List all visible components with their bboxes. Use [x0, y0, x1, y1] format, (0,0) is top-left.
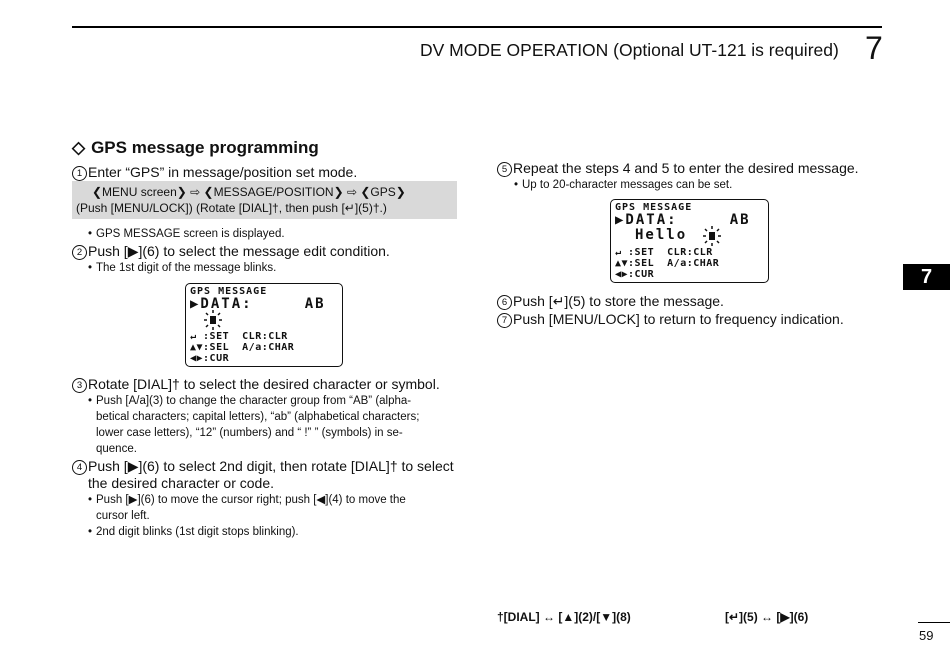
step-text: Push [MENU/LOCK] to return to frequency indication. [513, 311, 844, 327]
page-number-rule [918, 622, 950, 623]
footnote-enter: [↵](5) ↔ [▶](6) [725, 610, 809, 624]
lcd-data-row: ▶DATA: AB [615, 212, 751, 228]
step-text: Rotate [DIAL]† to select the desired character or symbol. [88, 376, 440, 392]
lcd-message-text: Hello [635, 227, 688, 243]
step-1-note: • GPS MESSAGE screen is displayed. [88, 228, 285, 240]
lcd-display-1 [185, 283, 343, 367]
step-number: 3 [72, 378, 87, 393]
lcd-title: GPS MESSAGE [615, 202, 693, 213]
lcd-key-row: ◀▶:CUR [190, 353, 230, 364]
lcd-key-row: ▲▼:SEL A/a:CHAR [615, 258, 720, 269]
note-line: betical characters; capital letters), “ab” (alphabetical characters; [96, 411, 420, 423]
note-text: GPS MESSAGE screen is displayed. [96, 228, 285, 240]
lcd-key-row: ↵ :SET CLR:CLR [615, 247, 713, 258]
step-1 [72, 164, 357, 181]
lcd-data-row: ▶DATA: AB [190, 296, 326, 312]
menu-path-box [72, 181, 457, 219]
step-text: Repeat the steps 4 and 5 to enter the desired message. [513, 160, 859, 176]
lcd-key-row: ▲▼:SEL A/a:CHAR [190, 342, 295, 353]
chapter-side-tab: 7 [903, 264, 950, 290]
chapter-number: 7 [865, 30, 883, 66]
lcd-title: GPS MESSAGE [190, 286, 268, 297]
step-5 [497, 160, 859, 177]
note-line: Push [▶](6) to move the cursor right; push [◀](4) to move the [96, 494, 406, 506]
step-4-continued: the desired character or code. [88, 475, 274, 491]
blinking-cursor-icon [202, 309, 224, 331]
page-number: 59 [919, 628, 934, 643]
blinking-cursor-icon [701, 225, 723, 247]
step-number: 5 [497, 162, 512, 177]
step-2 [72, 243, 390, 260]
note-text: Up to 20-character messages can be set. [522, 179, 733, 191]
note-line: Push [A/a](3) to change the character group from “AB” (alpha- [96, 395, 412, 407]
footnote-dial: †[DIAL] ↔ [▲](2)/[▼](8) [497, 610, 631, 624]
step-4-note-1: • Push [▶](6) to move the cursor right; push [◀](4) to move the cursor left. [96, 492, 457, 524]
step-5-note: • Up to 20-character messages can be set. [514, 179, 733, 191]
lcd-key-row: ◀▶:CUR [615, 269, 655, 280]
step-4 [72, 458, 454, 475]
top-rule [72, 26, 882, 28]
step-number: 7 [497, 313, 512, 328]
menu-path-line: ❮MENU screen❯ ⇨ ❮MESSAGE/POSITION❯ ⇨ ❮GPS❯ [92, 185, 406, 199]
step-number: 2 [72, 245, 87, 260]
section-title [72, 138, 319, 158]
note-text: The 1st digit of the message blinks. [96, 262, 277, 274]
step-text: Push [▶](6) to select the message edit condition. [88, 243, 390, 259]
step-3-note: • Push [A/a](3) to change the character group from “AB” (alpha- betical characters; capital letters), “ab” (alphabetical characters; lower case letters), “12” (numbers) and “ !” ” (symbols) in se- quence. [96, 393, 457, 457]
step-2-note: • The 1st digit of the message blinks. [88, 262, 277, 274]
note-text: 2nd digit blinks (1st digit stops blinking). [96, 526, 299, 538]
diamond-icon: ◇ [72, 138, 86, 157]
step-7 [497, 311, 844, 328]
step-6 [497, 293, 724, 310]
step-number: 1 [72, 166, 87, 181]
step-number: 6 [497, 295, 512, 310]
step-number: 4 [72, 460, 87, 475]
chapter-title: DV MODE OPERATION (Optional UT-121 is required) [420, 40, 839, 60]
step-text: Push [↵](5) to store the message. [513, 293, 724, 309]
note-line: lower case letters), “12” (numbers) and “ !” ” (symbols) in se- [96, 427, 403, 439]
step-text: Enter “GPS” in message/position set mode. [88, 164, 358, 180]
lcd-display-2 [610, 199, 769, 283]
menu-path-instructions: (Push [MENU/LOCK]) (Rotate [DIAL]†, then push [↵](5)†.) [76, 201, 387, 215]
step-text: Push [▶](6) to select 2nd digit, then rotate [DIAL]† to select [88, 458, 454, 474]
step-4-note-2: • 2nd digit blinks (1st digit stops blinking). [88, 526, 299, 538]
section-title-text: GPS message programming [91, 138, 319, 157]
step-3 [72, 376, 440, 393]
note-line: cursor left. [96, 510, 150, 522]
note-line: quence. [96, 443, 137, 455]
lcd-key-row: ↵ :SET CLR:CLR [190, 331, 288, 342]
